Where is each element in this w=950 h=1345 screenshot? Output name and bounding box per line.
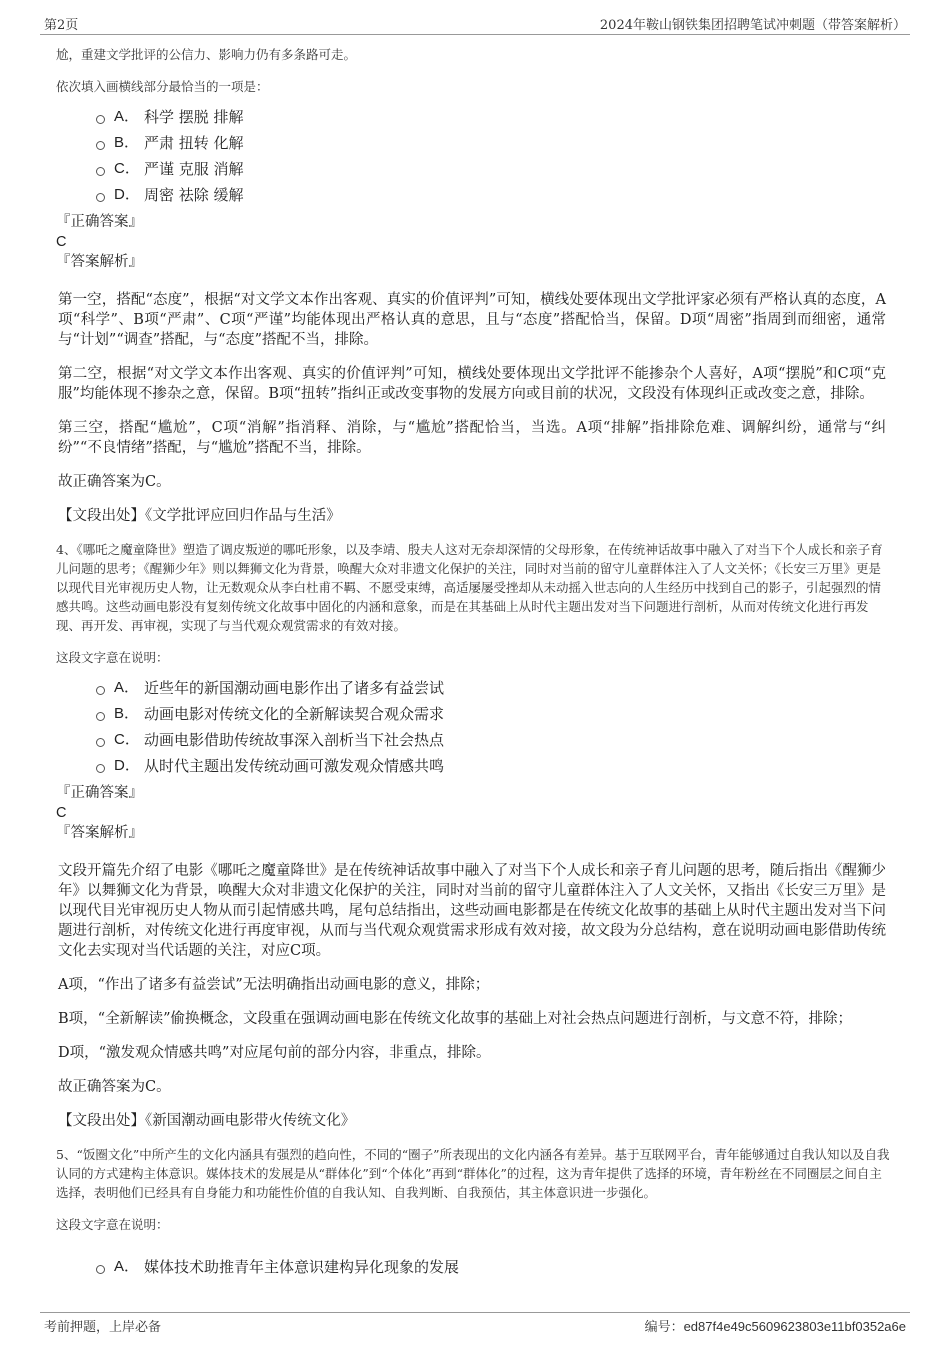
- q4-option-b[interactable]: B． 动画电影对传统文化的全新解读契合观众需求: [96, 701, 890, 727]
- q4-option-a[interactable]: A． 近些年的新国潮动画电影作出了诸多有益尝试: [96, 675, 890, 701]
- q4-stem: 4、《哪吒之魔童降世》塑造了调皮叛逆的哪吒形象，以及李靖、殷夫人这对无奈却深情的父母形象，在传统神话故事中融入了对当下个人成长和亲子育儿问题的思考；《醒狮少年》则以舞狮文化为背景，唤醒大众对非遗文化保护的关注，同时对当前的留守儿童群体注入了人文关怀；《长安三万里》更是以现代目光审视历史人物，让无数观众从李白杜甫不羁、不愿受束缚，高适屡屡受挫却从未动摇入世志向的人生经历中找到自己的影子，引起强烈的情感共鸣。这些动画电影没有复刻传统文化故事中固化的内涵和意象，而是在其基础上从时代主题出发对当下问题进行剖析，从而对传统文化进行再发现、再开发、再审视，实现了与当代观众观赏需求的有效对接。: [56, 542, 883, 633]
- footer-slogan: 考前押题，上岸必备: [44, 1320, 162, 1335]
- q3-options: [96, 104, 890, 208]
- q5-stem: 5、“饭圈文化”中所产生的文化内涵具有强烈的趋向性，不同的“圈子”所表现出的文化内涵各有差异。基于互联网平台，青年能够通过自我认知以及自我认同的方式建构主体意识。媒体技术的发展是从“群体化”到“个体化”再到“群体化”的过程，这为青年提供了选择的环境，青年粉丝在不同圈层之间自主选择，表明他们已经具有自身能力和功能性价值的自我认知、自我判断、自我预估，其主体意识进一步强化。: [56, 1147, 890, 1200]
- correct-answer: C: [56, 234, 67, 250]
- radio-icon[interactable]: [96, 141, 105, 150]
- q3-conclusion: 故正确答案为C。: [58, 474, 171, 490]
- q4-option-d[interactable]: D． 从时代主题出发传统动画可激发观众情感共鸣: [96, 753, 890, 779]
- radio-icon[interactable]: [96, 193, 105, 202]
- page-number: 第2页: [44, 18, 79, 33]
- page-content: [56, 45, 890, 1280]
- q3-analysis-paragraph: 第二空，根据“对文学文本作出客观、真实的价值评判”可知，横线处要体现出文学批评不能掺杂个人喜好，A项“摆脱”和C项“克服”均能体现不掺杂之意，保留。B项“扭转”指纠正或改变事物的发展方向或目前的状况，文段没有体现纠正或改变之意，排除。: [58, 366, 886, 402]
- page-footer: [40, 1312, 910, 1335]
- radio-icon[interactable]: [96, 712, 105, 721]
- q5-option-a[interactable]: A． 媒体技术助推青年主体意识建构异化现象的发展: [96, 1254, 890, 1280]
- analysis-label: 『答案解析』: [56, 825, 143, 841]
- q4-conclusion: 故正确答案为C。: [58, 1079, 171, 1095]
- radio-icon[interactable]: [96, 686, 105, 695]
- radio-icon[interactable]: [96, 738, 105, 747]
- q4-answer-block: [56, 783, 890, 843]
- q4-option-c[interactable]: C． 动画电影借助传统故事深入剖析当下社会热点: [96, 727, 890, 753]
- q4-analysis-paragraph: 文段开篇先介绍了电影《哪吒之魔童降世》是在传统神话故事中融入了对当下个人成长和亲子育儿问题的思考，随后指出《醒狮少年》以舞狮文化为背景，唤醒大众对非遗文化保护的关注，同时对当前的留守儿童群体注入了人文关怀，又指出《长安三万里》是以现代目光审视历史人物从而引起情感共鸣，尾句总结指出，这些动画电影都是在传统文化故事的基础上从时代主题出发对当下问题进行剖析，对传统文化进行再度审视，从而与当代观众观赏需求形成有效对接，故文段为分总结构，意在说明动画电影借助传统文化去实现对当代话题的关注，对应C项。: [58, 863, 886, 959]
- q4-prompt: 这段文字意在说明：: [56, 650, 169, 665]
- q3-analysis-paragraph: 第一空，搭配“态度”，根据“对文学文本作出客观、真实的价值评判”可知，横线处要体现出文学批评家必须有严格认真的态度，A项“科学”、B项“严肃”、C项“严谨”均能体现出严格认真的意思，且与“态度”搭配恰当，保留。D项“周密”指周到而细密，通常与“计划”“调查”搭配，与“态度”搭配不当，排除。: [58, 292, 886, 348]
- radio-icon[interactable]: [96, 115, 105, 124]
- q4-analysis-paragraph: B项，“全新解读”偷换概念，文段重在强调动画电影在传统文化故事的基础上对社会热点问题进行剖析，与文意不符，排除；: [58, 1011, 852, 1027]
- q3-prompt: 依次填入画横线部分最恰当的一项是：: [56, 79, 269, 94]
- q3-answer-block: [56, 212, 890, 272]
- correct-answer-label: 『正确答案』: [56, 214, 143, 230]
- q5-prompt: 这段文字意在说明：: [56, 1217, 169, 1232]
- correct-answer-label: 『正确答案』: [56, 785, 143, 801]
- q4-options: [96, 675, 890, 779]
- q4-analysis-paragraph: D项，“激发观众情感共鸣”对应尾句前的部分内容，非重点，排除。: [58, 1045, 491, 1061]
- q3-option-a[interactable]: A． 科学 摆脱 排解: [96, 104, 890, 130]
- radio-icon[interactable]: [96, 764, 105, 773]
- q3-option-b[interactable]: B． 严肃 扭转 化解: [96, 130, 890, 156]
- q4-source: 【文段出处】《新国潮动画电影带火传统文化》: [58, 1113, 356, 1129]
- q3-stem-tail: 尬，重建文学批评的公信力、影响力仍有多条路可走。: [56, 47, 357, 62]
- document-title: 2024年鞍山钢铁集团招聘笔试冲刺题（带答案解析）: [599, 18, 906, 33]
- q3-option-d[interactable]: D． 周密 祛除 缓解: [96, 182, 890, 208]
- q5-options: [96, 1254, 890, 1280]
- analysis-label: 『答案解析』: [56, 254, 143, 270]
- q3-option-c[interactable]: C． 严谨 克服 消解: [96, 156, 890, 182]
- q4-analysis-paragraph: A项，“作出了诸多有益尝试”无法明确指出动画电影的意义，排除；: [58, 977, 490, 993]
- q3-analysis-paragraph: 第三空，搭配“尴尬”，C项“消解”指消释、消除，与“尴尬”搭配恰当，当选。A项“排解”指排除危难、调解纠纷，通常与“纠纷”“不良情绪”搭配，与“尴尬”搭配不当，排除。: [58, 420, 886, 456]
- radio-icon[interactable]: [96, 1265, 105, 1274]
- radio-icon[interactable]: [96, 167, 105, 176]
- correct-answer: C: [56, 805, 67, 821]
- document-id: 编号：ed87f4e49c5609623803e11bf0352a6e: [644, 1319, 906, 1334]
- page-header: [40, 12, 910, 35]
- q3-source: 【文段出处】《文学批评应回归作品与生活》: [58, 508, 341, 524]
